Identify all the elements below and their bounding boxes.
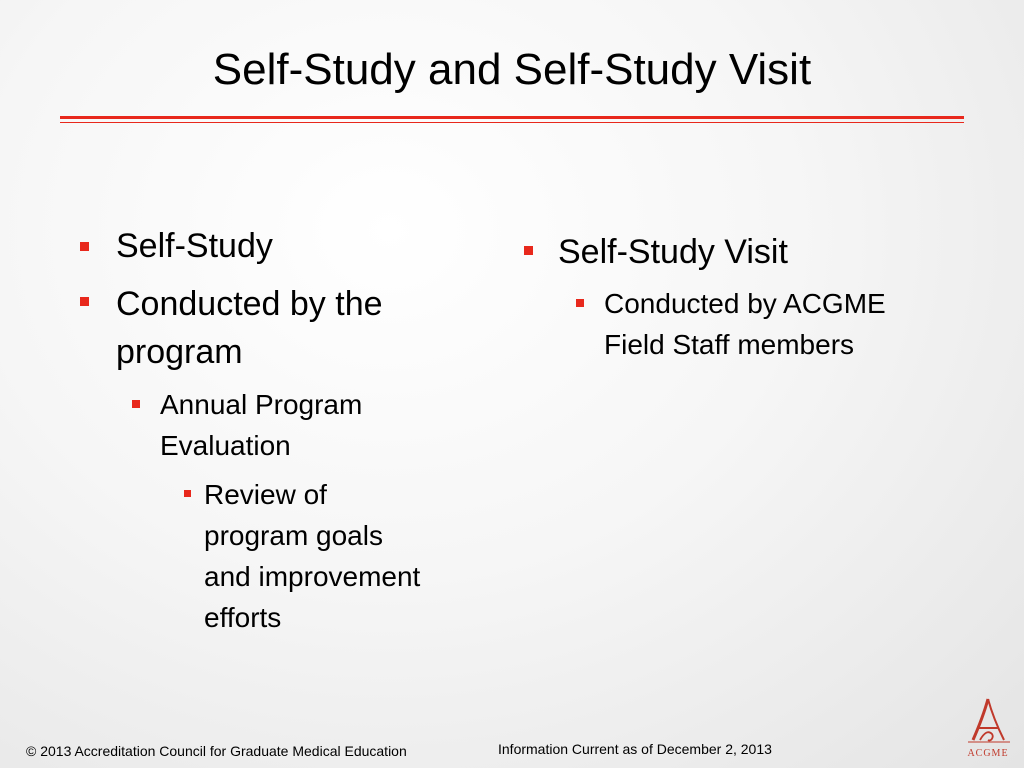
sub-bullet-annual-program-evaluation-line1: Annual Program (160, 389, 363, 420)
slide-title: Self-Study and Self-Study Visit (212, 45, 812, 94)
bullet-square-icon (524, 246, 533, 255)
sub-sub-bullet-review-line4: efforts (204, 602, 282, 633)
footer-info-date: Information Current as of December 2, 2013 (498, 741, 772, 757)
acgme-logo-icon (958, 696, 1018, 762)
bullet-square-icon (80, 297, 89, 306)
acgme-logo (958, 696, 1018, 762)
title-underline-thin (60, 122, 964, 123)
title-underline (60, 116, 964, 119)
sub-bullet-acgme-field-staff-line2: Field Staff members (604, 329, 855, 360)
sub-sub-bullet-review-line1: Review of (204, 479, 327, 510)
bullet-conducted-by-program-line1: Conducted by the (116, 285, 383, 323)
bullet-self-study-visit: Self-Study Visit (558, 233, 788, 271)
bullet-self-study: Self-Study (116, 227, 273, 265)
bullet-square-icon (576, 299, 584, 307)
bullet-square-icon (184, 490, 191, 497)
acgme-logo-text: ACGME (967, 748, 1009, 759)
footer-copyright: © 2013 Accreditation Council for Graduate Medical Education (26, 743, 407, 759)
bullet-square-icon (80, 242, 89, 251)
sub-sub-bullet-review-line2: program goals (204, 520, 383, 551)
sub-sub-bullet-review-line3: and improvement (204, 561, 421, 592)
bullet-square-icon (132, 400, 140, 408)
sub-bullet-acgme-field-staff-line1: Conducted by ACGME (604, 288, 886, 319)
sub-bullet-annual-program-evaluation-line2: Evaluation (160, 430, 291, 461)
bullet-conducted-by-program-line2: program (116, 333, 243, 371)
